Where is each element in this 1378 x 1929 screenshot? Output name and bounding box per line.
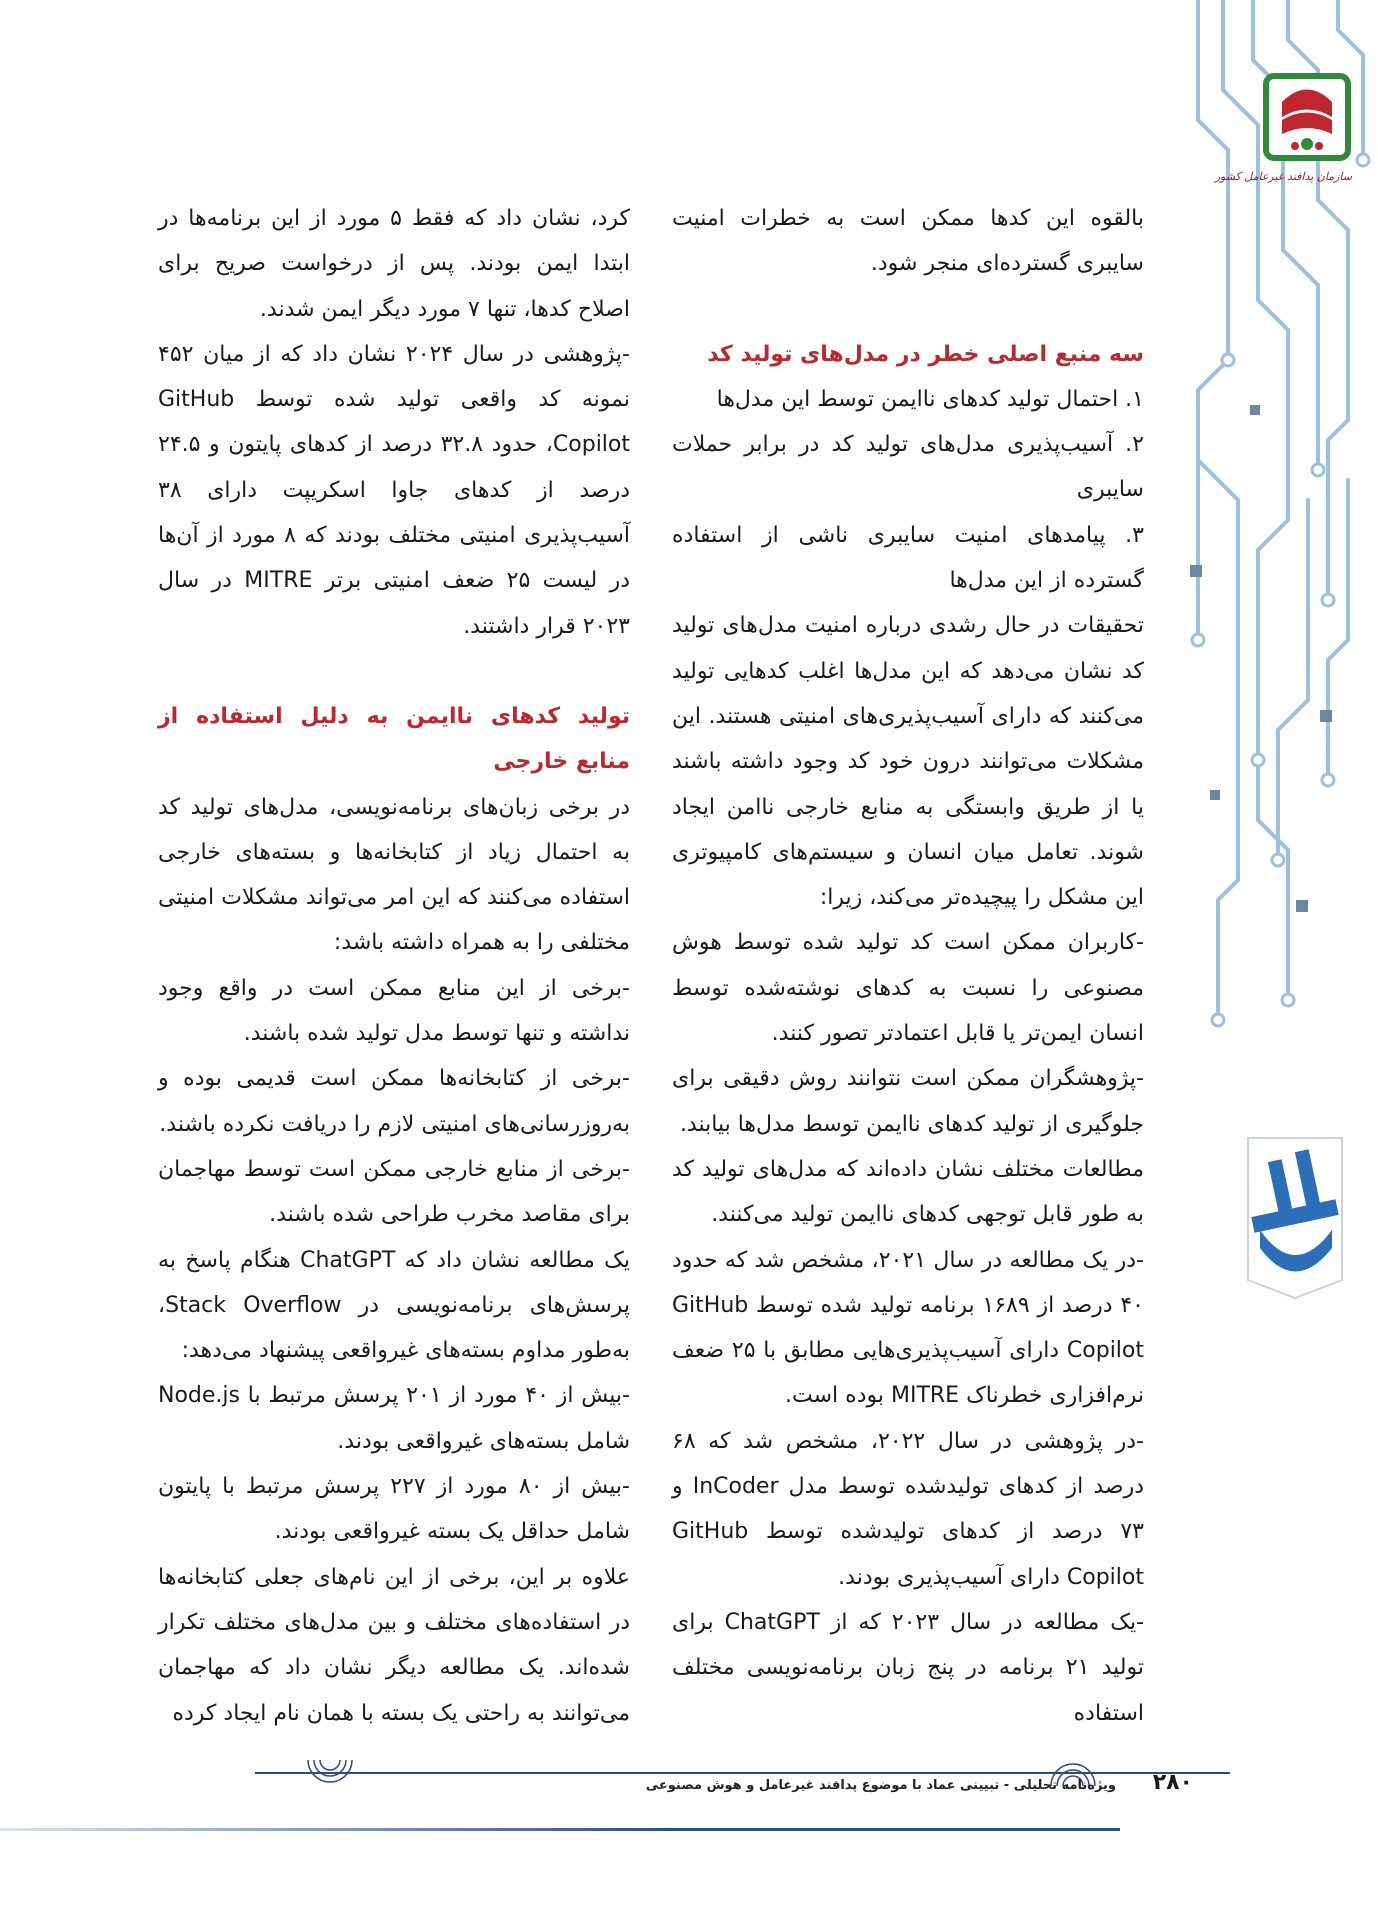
body-paragraph: -برخی از این منابع ممکن است در واقع وجود نداشته و تنها توسط مدل تولید شده باشند. — [158, 975, 630, 1047]
list-item: ۱. احتمال تولید کدهای ناایمن توسط این مدل‌ها — [716, 386, 1144, 412]
body-paragraph: -پژوهشگران ممکن است نتوانند روش دقیقی برای جلوگیری از تولید کدهای ناایمن توسط مدل‌ها بیابند. — [672, 1066, 1144, 1137]
org-logo-caption: سازمان پدافند غیرعامل کشور — [1214, 170, 1352, 183]
org-emblem-icon — [1262, 72, 1352, 162]
list-item: ۳. پیامدهای امنیت سایبری ناشی از استفاده گسترده از این مدل‌ها — [672, 522, 1144, 594]
body-paragraph: یک مطالعه نشان داد که ChatGPT هنگام پاسخ به پرسش‌های برنامه‌نویسی در Stack Overflow، به‌طور مداوم بسته‌های غیرواقعی پیشنهاد می‌دهد: — [158, 1247, 630, 1364]
intro-paragraph: بالقوه این کدها ممکن است به خطرات امنیت سایبری گسترده‌ای منجر شود. — [672, 206, 1144, 277]
footer-bar — [0, 1828, 1120, 1831]
body-paragraph: تحقیقات در حال رشدی درباره امنیت مدل‌های تولید کد نشان می‌دهد که این مدل‌ها اغلب کدهایی تولید می‌کنند که دارای آسیب‌پذیری‌های امنیتی هستند. این مشکلات می‌توانند درون خود کد وجود داشته باشند یا از طریق وابستگی به منابع خارجی ناامن ایجاد شوند. تعامل میان انسان و سیستم‌های کامپیوتری این مشکل را پیچیده‌تر می‌کند، زیرا: — [672, 613, 1144, 911]
body-paragraph: -برخی از منابع خارجی ممکن است توسط مهاجمان برای مقاصد مخرب طراحی شده باشند. — [158, 1156, 630, 1228]
org-logo — [1214, 72, 1352, 183]
body-paragraph: علاوه بر این، برخی از این نام‌های جعلی کتابخانه‌ها در استفاده‌های مختلف و بین مدل‌های مختلف تکرار شده‌اند. یک مطالعه دیگر نشان داد که مهاجمان می‌توانند به راحتی یک بسته با همان نام ایجاد کرده — [158, 1564, 630, 1726]
column-left — [158, 196, 630, 1736]
body-paragraph: کرد، نشان داد که فقط ۵ مورد از این برنامه‌ها در ابتدا ایمن بودند. پس از درخواست صریح برای اصلاح کدها، تنها ۷ مورد دیگر ایمن شدند. — [158, 206, 630, 322]
page-number: ۲۸۰ — [1152, 1770, 1193, 1795]
emad-logo-icon — [1240, 1130, 1350, 1300]
body-paragraph: مطالعات مختلف نشان داده‌اند که مدل‌های تولید کد به طور قابل توجهی کدهای ناایمن تولید می‌کنند. — [672, 1156, 1144, 1228]
section-heading-risk-sources: سه منبع اصلی خطر در مدل‌های تولید کد — [707, 341, 1144, 367]
column-right — [672, 196, 1144, 1736]
section-heading-external-sources: تولید کدهای ناایمن به دلیل استفاده از منابع خارجی — [158, 703, 630, 775]
body-paragraph: -پژوهشی در سال ۲۰۲۴ نشان داد که از میان ۴۵۲ نمونه کد واقعی تولید شده توسط GitHub Copilot، حدود ۳۲.۸ درصد از کدهای پایتون و ۲۴.۵ درصد از کدهای جاوا اسکریپت دارای ۳۸ آسیب‌پذیری امنیتی مختلف بودند که ۸ مورد از آن‌ها در لیست ۲۵ ضعف امنیتی برتر MITRE در سال ۲۰۲۳ قرار داشتند. — [158, 341, 631, 639]
body-paragraph: -در یک مطالعه در سال ۲۰۲۱، مشخص شد که حدود ۴۰ درصد از ۱۶۸۹ برنامه تولید شده توسط GitHub Copilot دارای آسیب‌پذیری‌هایی مطابق با ۲۵ ضعف نرم‌افزاری خطرناک MITRE بوده است. — [672, 1247, 1145, 1409]
footer-caption: ویژه‌نامه تحلیلی - تبیینی عماد با موضوع پدافند غیرعامل و هوش مصنوعی — [645, 1778, 1116, 1793]
body-paragraph: -کاربران ممکن است کد تولید شده توسط هوش مصنوعی را نسبت به کدهای نوشته‌شده توسط انسان ایمن‌تر یا قابل اعتمادتر تصور کنند. — [672, 930, 1144, 1047]
list-item: ۲. آسیب‌پذیری مدل‌های تولید کد در برابر حملات سایبری — [672, 432, 1144, 503]
body-paragraph: -برخی از کتابخانه‌ها ممکن است قدیمی بوده و به‌روزرسانی‌های امنیتی لازم را دریافت نکرده باشند. — [158, 1066, 630, 1137]
body-paragraph: -یک مطالعه در سال ۲۰۲۳ که از ChatGPT برای تولید ۲۱ برنامه در پنج زبان برنامه‌نویسی مختلف استفاده — [672, 1609, 1145, 1726]
body-paragraph: -بیش از ۴۰ مورد از ۲۰۱ پرسش مرتبط با Node.js شامل بسته‌های غیرواقعی بودند. — [158, 1383, 630, 1454]
rings-decoration-icon — [300, 1758, 360, 1788]
body-paragraph: -در پژوهشی در سال ۲۰۲۲، مشخص شد که ۶۸ درصد از کدهای تولیدشده توسط مدل InCoder و ۷۳ درصد از کدهای تولیدشده توسط GitHub Copilot دارای آسیب‌پذیری بودند. — [672, 1428, 1144, 1590]
body-paragraph: در برخی زبان‌های برنامه‌نویسی، مدل‌های تولید کد به احتمال زیاد از کتابخانه‌ها و بسته‌های خارجی استفاده می‌کنند که این امر می‌تواند مشکلات امنیتی مختلفی را به همراه داشته باشد: — [158, 794, 630, 956]
body-paragraph: -بیش از ۸۰ مورد از ۲۲۷ پرسش مرتبط با پایتون شامل حداقل یک بسته غیرواقعی بودند. — [158, 1474, 630, 1545]
